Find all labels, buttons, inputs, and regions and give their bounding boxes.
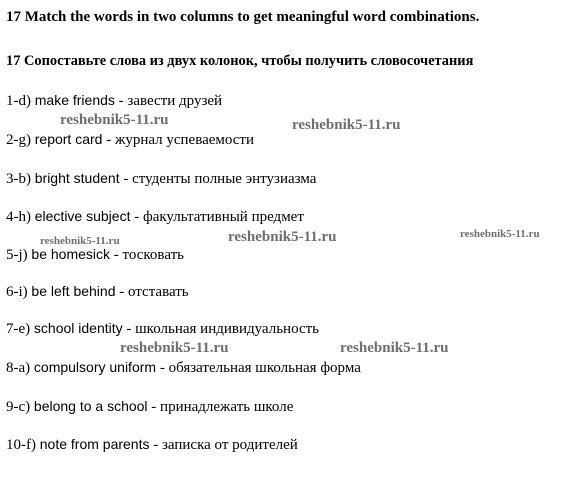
- answer-line-4: [6, 207, 304, 226]
- answer-number: 5-j): [6, 247, 28, 263]
- answer-line-2: [6, 130, 254, 149]
- answer-russian: принадлежать школе: [160, 399, 294, 415]
- answer-separator: -: [123, 171, 129, 187]
- answer-number: 6-i): [6, 284, 28, 300]
- watermark: reshebnik5-11.ru: [292, 117, 401, 133]
- answer-russian: отставать: [128, 284, 189, 300]
- answer-russian: журнал успеваемости: [114, 132, 255, 148]
- answer-line-6: [6, 282, 189, 301]
- answer-separator: -: [126, 321, 132, 337]
- answer-line-9: [6, 397, 293, 416]
- answer-separator: -: [153, 437, 159, 453]
- answer-english: be left behind: [31, 283, 116, 299]
- answer-number: 7-e): [6, 321, 31, 337]
- answer-separator: -: [106, 132, 112, 148]
- answer-number: 10-f): [6, 437, 36, 453]
- watermark: reshebnik5-11.ru: [120, 340, 229, 356]
- answer-english: elective subject: [34, 208, 131, 224]
- answer-number: 1-d): [6, 93, 31, 109]
- answer-line-8: [6, 358, 361, 377]
- exercise-heading-ru: 17 Сопоставьте слова из двух колонок, чтобы получить словосочетания: [6, 53, 474, 69]
- answer-english: report card: [34, 131, 103, 147]
- answer-line-3: [6, 169, 316, 188]
- answer-russian: студенты полные энтузиазма: [132, 171, 317, 187]
- answer-separator: -: [113, 247, 119, 263]
- answer-separator: -: [118, 93, 124, 109]
- answer-number: 9-c): [6, 399, 31, 415]
- answer-number: 4-h): [6, 209, 31, 225]
- answer-english: compulsory uniform: [33, 359, 157, 375]
- answer-line-1: [6, 91, 222, 110]
- answer-number: 3-b): [6, 171, 31, 187]
- answer-english: bright student: [34, 170, 120, 186]
- answer-english: belong to a school: [33, 398, 148, 414]
- watermark: reshebnik5-11.ru: [460, 228, 540, 240]
- answer-line-5: [6, 245, 184, 264]
- answer-russian: тосковать: [122, 247, 184, 263]
- answer-english: note from parents: [39, 436, 150, 452]
- watermark: reshebnik5-11.ru: [60, 112, 169, 128]
- watermark: reshebnik5-11.ru: [340, 340, 449, 356]
- answer-separator: -: [134, 209, 140, 225]
- answer-separator: -: [119, 284, 125, 300]
- answer-russian: обязательная школьная форма: [168, 360, 361, 376]
- watermark: reshebnik5-11.ru: [228, 229, 337, 245]
- answer-russian: завести друзей: [127, 93, 223, 109]
- answer-english: be homesick: [31, 246, 111, 262]
- answer-english: make friends: [34, 92, 115, 108]
- answer-russian: записка от родителей: [161, 437, 298, 453]
- answer-line-7: [6, 319, 319, 338]
- answer-russian: школьная индивидуальность: [135, 321, 319, 337]
- answer-number: 8-a): [6, 360, 31, 376]
- answer-number: 2-g): [6, 132, 31, 148]
- exercise-heading-en: 17 Match the words in two columns to get meaningful word combinations.: [6, 9, 480, 25]
- answer-separator: -: [159, 360, 165, 376]
- answer-line-10: [6, 435, 298, 454]
- watermark: reshebnik5-11.ru: [40, 235, 120, 247]
- answer-english: school identity: [33, 320, 123, 336]
- answer-separator: -: [151, 399, 157, 415]
- answer-russian: факультативный предмет: [142, 209, 304, 225]
